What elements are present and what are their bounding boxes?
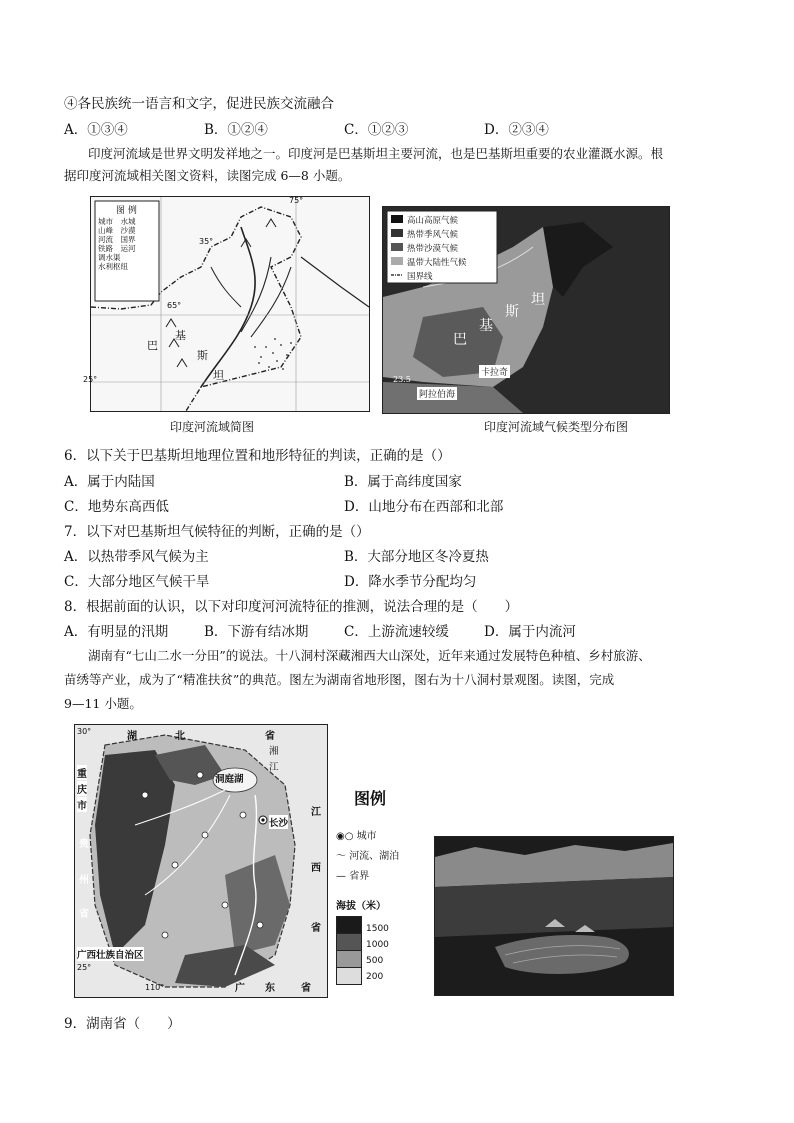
- lon-label: 65°: [167, 301, 182, 310]
- legend-item: 热带季风气候: [407, 230, 459, 240]
- hunan-topographic-map: [74, 724, 328, 998]
- intro2-line2: 苗绣等产业，成为了“精准扶贫”的典范。图左为湖南省地形图，图右为十八洞村景观图。读图，完成: [64, 672, 615, 687]
- q6-stem: 6．以下关于巴基斯坦地理位置和地形特征的判读，正确的是（）: [64, 448, 451, 464]
- city-label: 卡拉奇: [479, 365, 510, 378]
- neighbor-label: 省: [79, 909, 89, 920]
- intro2-line3: 9—11 小题。: [64, 696, 142, 711]
- neighbor-label: 省: [311, 923, 321, 934]
- lat-label: 25°: [83, 375, 98, 384]
- legend-item: 国界: [120, 235, 136, 244]
- q7-option-b: B．大部分地区冬冷夏热: [344, 549, 489, 565]
- q8-option-c: C．上游流速较缓: [344, 624, 449, 640]
- neighbor-label: 市: [77, 797, 87, 812]
- lon-label: 75°: [289, 196, 304, 205]
- legend-item: 调水渠: [98, 253, 121, 262]
- neighbor-label: 湖: [127, 731, 137, 742]
- country-char: 巴: [453, 332, 467, 348]
- legend-item: 山峰: [98, 226, 113, 235]
- legend-item: 水利枢纽: [98, 262, 128, 271]
- lake-label: 洞庭湖: [215, 774, 244, 785]
- q5-option-b: B．①②④: [204, 122, 268, 138]
- legend-item: 铁路: [98, 244, 113, 253]
- river-label: 湘: [269, 746, 279, 757]
- legend-item: 省界: [349, 871, 370, 882]
- q9-stem: 9．湖南省（ ）: [64, 1016, 181, 1032]
- q6-option-a: A．属于内陆国: [64, 474, 155, 490]
- lat-label: 25°: [77, 963, 92, 972]
- neighbor-label: 北: [175, 731, 185, 742]
- q7-option-c: C．大部分地区气候干旱: [64, 574, 210, 590]
- neighbor-label: 省: [301, 983, 311, 994]
- country-label-char: 坦: [213, 369, 224, 382]
- lon-label: 110°: [145, 983, 165, 992]
- map1-legend: [98, 217, 158, 271]
- country-char: 基: [479, 318, 493, 334]
- q5-item-4: ④各民族统一语言和文字，促进民族交流融合: [64, 96, 334, 112]
- neighbor-label: 贵: [79, 839, 89, 850]
- indus-basin-map: [83, 196, 370, 412]
- capital-label: 长沙: [269, 815, 288, 829]
- elevation-title: 海拔（米）: [336, 901, 386, 912]
- q7-option-d: D．降水季节分配均匀: [344, 574, 477, 590]
- lat-label: 30°: [77, 727, 92, 736]
- country-label-char: 斯: [197, 349, 208, 362]
- legend-item: 温带大陆性气候: [407, 258, 467, 268]
- legend-item: 城市: [98, 217, 113, 226]
- sea-label: 阿拉伯海: [417, 387, 457, 400]
- q5-option-a: A．①③④: [64, 122, 128, 138]
- legend-city: [336, 827, 432, 847]
- q8-option-b: B．下游有结冰期: [204, 624, 309, 640]
- q6-option-d: D．山地分布在西部和北部: [344, 499, 504, 515]
- elevation-value: 1500: [366, 924, 389, 934]
- legend-item: 国界线: [407, 272, 433, 282]
- river-label: 江: [269, 762, 279, 773]
- elevation-value: 200: [366, 972, 384, 982]
- q8-option-a: A．有明显的汛期: [64, 624, 169, 640]
- intro1-line2: 据印度河流域相关图文资料，读图完成 6—8 小题。: [64, 168, 351, 183]
- city-icon: ◉○: [336, 831, 354, 842]
- legend-item: 热带沙漠气候: [407, 244, 459, 254]
- neighbor-label: 广西壮族自治区: [77, 947, 144, 961]
- map1-caption: 印度河流域简图: [170, 420, 255, 434]
- neighbor-label: 州: [79, 875, 89, 886]
- elevation-value: 500: [366, 956, 384, 966]
- country-char: 坦: [531, 292, 545, 308]
- climate-legend: [407, 214, 467, 284]
- neighbor-label: 广: [235, 983, 245, 994]
- legend-item: 沙漠: [120, 226, 136, 235]
- legend-item: 城市: [356, 831, 377, 842]
- shibadong-village-photo: [434, 836, 674, 996]
- q8-option-d: D．属于内流河: [484, 624, 576, 640]
- q5-option-d: D．②③④: [484, 122, 549, 138]
- legend-item: 河流、湖泊: [349, 851, 400, 862]
- river-icon: 〜: [336, 851, 346, 862]
- lat-label: 23.5: [393, 375, 411, 384]
- climate-map: [382, 206, 670, 414]
- legend-item: 运河: [120, 244, 136, 253]
- country-char: 斯: [505, 304, 519, 320]
- border-icon: —: [336, 871, 346, 882]
- legend-item: 高山高原气候: [407, 216, 459, 226]
- elevation-scale: [336, 916, 432, 985]
- neighbor-label: 东: [265, 983, 275, 994]
- legend-border: [336, 867, 432, 887]
- intro2-line1: 湖南有“七山二水一分田”的说法。十八洞村深藏湘西大山深处，近年来通过发展特色种植、乡村旅游、: [88, 648, 651, 663]
- q7-option-a: A．以热带季风气候为主: [64, 549, 209, 565]
- legend-title: 图例: [354, 789, 387, 808]
- legend-item: 河流: [98, 235, 113, 244]
- q8-stem: 8．根据前面的认识，以下对印度河河流特征的推测，说法合理的是（ ）: [64, 599, 519, 615]
- lat-label: 35°: [199, 237, 214, 246]
- neighbor-label: 庆: [77, 781, 87, 796]
- legend-item: 水城: [120, 217, 136, 226]
- neighbor-label: 省: [265, 731, 275, 742]
- neighbor-label: 西: [311, 863, 321, 874]
- q5-option-c: C．①②③: [344, 122, 409, 138]
- q6-option-c: C．地势东高西低: [64, 499, 169, 515]
- neighbor-label: 江: [311, 807, 321, 818]
- legend-river: [336, 847, 432, 867]
- country-label-char: 巴: [147, 339, 158, 352]
- neighbor-label: 重: [77, 765, 87, 780]
- hunan-legend: [336, 786, 432, 996]
- legend-title: 图 例: [116, 206, 137, 216]
- country-label-char: 基: [175, 329, 186, 342]
- q6-option-b: B．属于高纬度国家: [344, 474, 462, 490]
- intro1-line1: 印度河流域是世界文明发祥地之一。印度河是巴基斯坦主要河流，也是巴基斯坦重要的农业灌溉水源。根: [88, 146, 664, 161]
- elevation-value: 1000: [366, 940, 389, 950]
- q7-stem: 7．以下对巴基斯坦气候特征的判断，正确的是（）: [64, 524, 370, 540]
- map2-caption: 印度河流域气候类型分布图: [484, 420, 629, 434]
